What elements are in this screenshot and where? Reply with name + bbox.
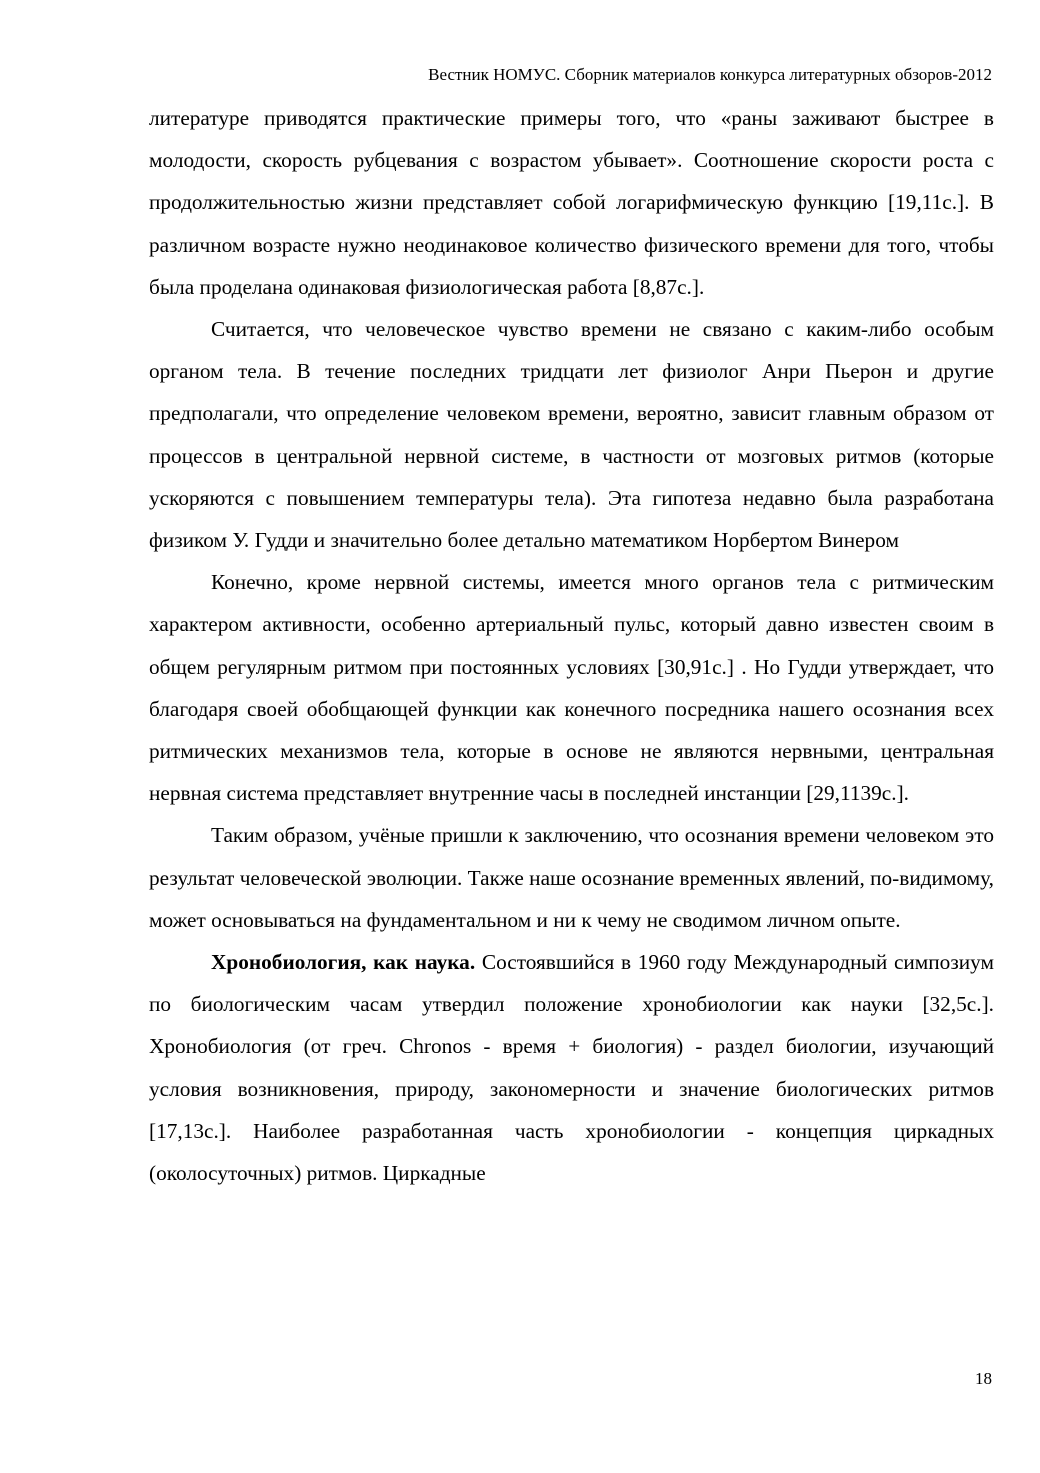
paragraph [149,561,994,814]
section-lead-heading: Хронобиология, как наука. [211,950,476,975]
paragraph-text: Считается, что человеческое чувство времени не связано с каким-либо особым органом тела. В течение последних тридцати лет физиолог Анри Пьерон и другие предполагали, что определение человеком времени, вероятно, зависит главным образом от процессов в центральной нервной системе, в частности от мозговых ритмов (которые ускоряются с повышением температуры тела). Эта гипотеза недавно была разработана физиком У. Гудди и значительно более детально математиком Норбертом Винером [149,317,994,553]
paragraph-chronobiology [149,941,994,1194]
paragraph-text: Таким образом, учёные пришли к заключению, что осознания времени человеком это результат человеческой эволюции. Также наше осознание временных явлений, по-видимому, может основываться на фундаментальном и ни к чему не сводимом личном опыте. [149,823,994,932]
paragraph-text: литературе приводятся практические примеры того, что «раны заживают быстрее в молодости, скорость рубцевания с возрастом убывает». Соотношение скорости роста с продолжительностью жизни представляет собой логарифмическую функцию [19,11с.]. В различном возрасте нужно неодинаковое количество физического времени для того, чтобы была проделана одинаковая физиологическая работа [8,87с.]. [149,106,994,299]
body-text [149,97,994,1194]
paragraph [149,308,994,561]
paragraph-text: Конечно, кроме нервной системы, имеется много органов тела с ритмическим характером активности, особенно артериальный пульс, который давно известен своим в общем регулярным ритмом при постоянных условиях [30,91с.] . Но Гудди утверждает, что благодаря своей обобщающей функции как конечного посредника нашего осознания всех ритмических механизмов тела, которые в основе не являются нервными, центральная нервная система представляет внутренние часы в последней инстанции [29,1139с.]. [149,570,994,806]
running-header: Вестник НОМУС. Сборник материалов конкурса литературных обзоров-2012 [428,65,992,84]
paragraph-continuation [149,97,994,308]
page-number: 18 [975,1369,992,1388]
paragraph-text: Состоявшийся в 1960 году Международный симпозиум по биологическим часам утвердил положение хронобиологии как науки [32,5с.]. Хронобиология (от греч. Chronos - время + биология) - раздел биологии, изучающий условия возникновения, природу, закономерности и значение биологических ритмов [17,13с.]. Наиболее разработанная часть хронобиологии - концепция циркадных (околосуточных) ритмов. Циркадные [149,950,994,1186]
paragraph [149,814,994,941]
